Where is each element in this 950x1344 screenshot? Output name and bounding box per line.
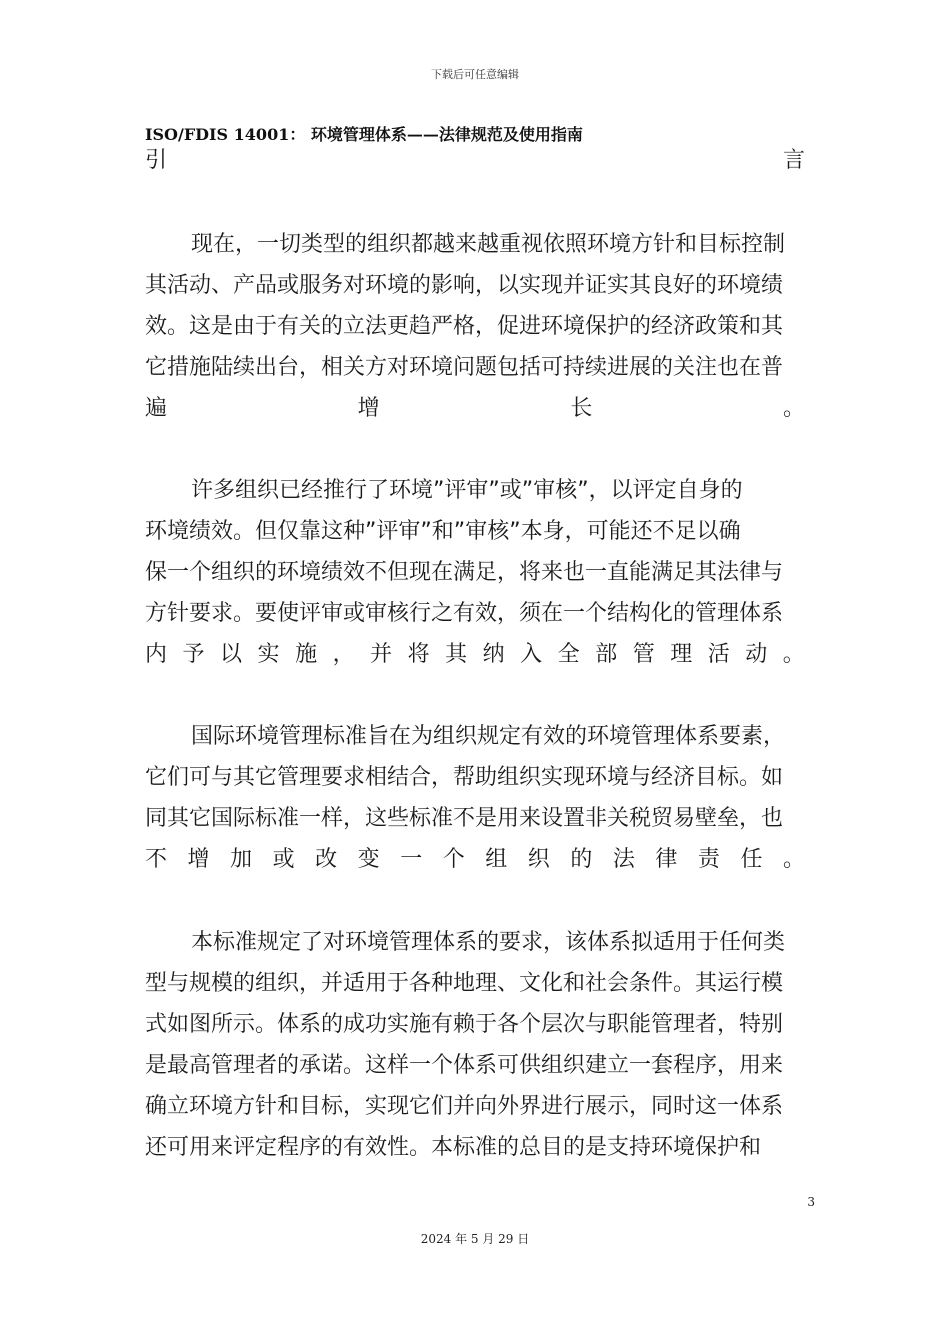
paragraph-line: 式如图所示。体系的成功实施有赖于各个层次与职能管理者，特别 [145,1012,784,1037]
paragraph-line: 其活动、产品或服务对环境的影响，以实现并证实其良好的环境绩 [145,273,784,298]
document-title: ISO/FDIS 14001： 环境管理体系——法律规范及使用指南 [145,125,583,144]
paragraph-line: 它们可与其它管理要求相结合，帮助组织实现环境与经济目标。如 [145,765,784,790]
spread-char: 。 [782,847,805,872]
spread-char: 。 [782,642,805,667]
paragraph-4 [145,922,805,1168]
spread-char: 加 [230,847,253,872]
paragraph-line: 效。这是由于有关的立法更趋严格，促进环境保护的经济政策和其 [145,314,784,339]
paragraph-line: 确立环境方针和目标，实现它们并向外界进行展示，同时这一体系 [145,1094,784,1119]
spread-char: 管 [632,642,655,667]
paragraph-line: 同其它国际标准一样，这些标准不是用来设置非关税贸易壁垒，也 [145,806,784,831]
spread-char: 法 [612,847,635,872]
spread-char: 长 [570,396,593,421]
paragraph-line: 本标准规定了对环境管理体系的要求，该体系拟适用于任何类 [191,930,786,955]
spread-char: 不 [145,847,168,872]
spread-char: 变 [357,847,380,872]
paragraph-line: 许多组织已经推行了环境”评审”或”审核”，以评定自身的 [191,478,743,503]
spread-char: 予 [182,642,205,667]
spread-char: ， [332,642,355,667]
spread-char: 的 [570,847,593,872]
spread-char: 个 [442,847,465,872]
spread-char: 施 [295,642,318,667]
section-heading [145,146,805,176]
spread-char: 活 [707,642,730,667]
paragraph-2 [145,470,805,675]
spread-char: 任 [740,847,763,872]
spread-char: 一 [400,847,423,872]
heading-left-char: 引 [145,148,168,173]
paragraph-line: 方针要求。要使评审或审核行之有效，须在一个结构化的管理体系 [145,601,784,626]
spread-char: 部 [595,642,618,667]
paragraph-3 [145,716,805,880]
spread-char: 织 [527,847,550,872]
header-note: 下载后可任意编辑 [431,68,519,81]
spread-char: 组 [485,847,508,872]
spread-char: 纳 [482,642,505,667]
paragraph-line: 是最高管理者的承诺。这样一个体系可供组织建立一套程序，用来 [145,1053,784,1078]
paragraph-line: 它措施陆续出台，相关方对环境问题包括可持续进展的关注也在普 [145,355,784,380]
spread-char: 或 [272,847,295,872]
spread-char: 全 [557,642,580,667]
spread-char: 其 [445,642,468,667]
spread-char: 入 [520,642,543,667]
paragraph-line: 还可用来评定程序的有效性。本标准的总目的是支持环境保护和 [145,1135,762,1160]
paragraph-line: 现在，一切类型的组织都越来越重视依照环境方针和目标控制 [191,232,786,257]
spread-char: 动 [745,642,768,667]
paragraph-1 [145,224,805,429]
spread-char: 增 [187,847,210,872]
paragraph-line: 环境绩效。但仅靠这种”评审”和”审核”本身，可能还不足以确 [145,519,741,544]
paragraph-line: 型与规模的组织，并适用于各种地理、文化和社会条件。其运行模 [145,971,784,996]
paragraph-line: 保一个组织的环境绩效不但现在满足，将来也一直能满足其法律与 [145,560,784,585]
spread-char: 实 [257,642,280,667]
spread-char: 责 [697,847,720,872]
spread-char: 理 [670,642,693,667]
spread-char: 律 [655,847,678,872]
paragraph-line: 国际环境管理标准旨在为组织规定有效的环境管理体系要素， [191,724,786,749]
spread-char: 内 [145,642,168,667]
paragraph-last-line [145,634,805,675]
heading-right-char: 言 [782,148,805,173]
spread-char: 遍 [145,396,168,421]
spread-char: 以 [220,642,243,667]
spread-char: 将 [407,642,430,667]
footer-date: 2024 年 5 月 29 日 [420,1232,530,1246]
paragraph-last-line [145,839,805,880]
paragraph-last-line [145,388,805,429]
spread-char: 并 [370,642,393,667]
spread-char: 。 [782,396,805,421]
spread-char: 改 [315,847,338,872]
spread-char: 增 [357,396,380,421]
page-number: 3 [807,1195,815,1209]
